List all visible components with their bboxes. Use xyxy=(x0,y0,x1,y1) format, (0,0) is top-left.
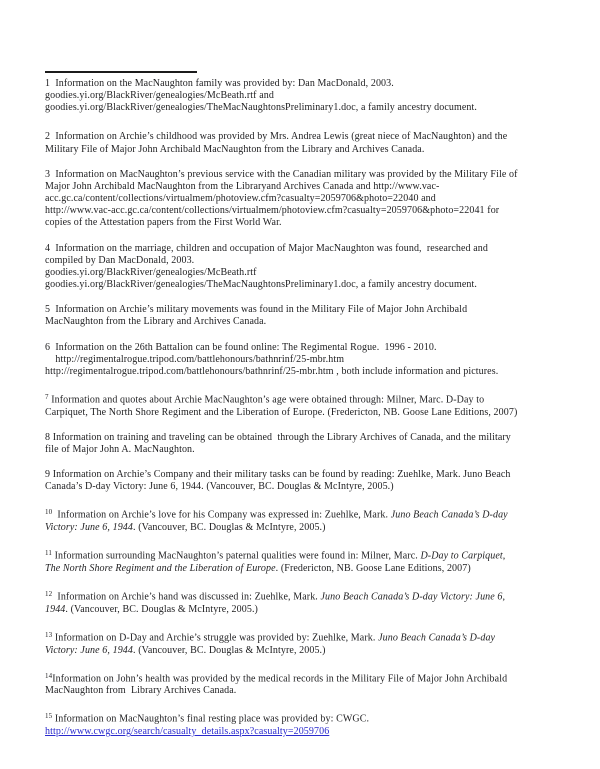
footnote-text: compiled by Dan MacDonald, 2003. xyxy=(45,254,195,266)
footnote-2 xyxy=(45,131,558,155)
footnote-separator xyxy=(45,71,197,73)
footnote-text: acc.gc.ca/content/collections/virtualmem/photoview.cfm?casualty=2059706&photo=22040 and xyxy=(45,193,436,205)
footnote-text: Information on D-Day and Archie’s struggle was provided by: Zuehlke, Mark. xyxy=(54,632,379,644)
footnote-text: The North Shore Regiment and the Liberation of Europe xyxy=(45,562,276,574)
footnote-text: Juno Beach Canada’s D-day Victory: June 6, xyxy=(320,591,506,603)
footnote-text: D-Day to Carpiquet, xyxy=(420,550,506,562)
footnote-text: Information surrounding MacNaughton’s paternal qualities were found in: Milner, Marc. xyxy=(54,550,421,562)
footnote-text: Victory: June 6, 1944 xyxy=(45,522,133,534)
cwgc-casualty-link[interactable]: http://www.cwgc.org/search/casualty_details.aspx?casualty=2059706 xyxy=(45,726,330,738)
footnote-text: Major John Archibald MacNaughton from the Libraryand Archives Canada and http://www.vac- xyxy=(45,180,440,192)
footnote-text: Juno Beach Canada’s D-day xyxy=(390,509,508,521)
footnote-number: 13 xyxy=(45,630,53,639)
footnote-number: 14 xyxy=(45,671,53,680)
footnote-text: Information on John’s health was provided by the medical records in the Military File of Major John Archibald xyxy=(52,673,508,685)
footnote-text: Military File of Major John Archibald MacNaughton from the Library and Archives Canada. xyxy=(45,143,425,155)
footnote-text: http://regimentalrogue.tripod.com/battlehonours/bathnrinf/25-mbr.htm , both include information and pictures. xyxy=(45,365,499,377)
footnote-number: 10 xyxy=(45,508,53,517)
footnote-4 xyxy=(45,243,558,292)
footnote-text: Juno Beach Canada’s D-day xyxy=(378,632,496,644)
footnote-text: Information on Archie’s military movements was found in the Military File of Major John Archibald xyxy=(55,304,468,316)
footnote-text: copies of the Attestation papers from the First World War. xyxy=(45,217,282,229)
footnote-text: Victory: June 6, 1944 xyxy=(45,644,133,656)
footnote-text: Information and quotes about Archie MacNaughton’s age were obtained through: Milner, Marc. D-Day to xyxy=(51,394,485,406)
footnote-10 xyxy=(45,506,558,534)
footnote-text: goodies.yi.org/BlackRiver/genealogies/McBeath.rtf xyxy=(45,266,257,278)
footnote-6 xyxy=(45,342,558,378)
footnote-text: Information on Archie’s childhood was provided by Mrs. Andrea Lewis (great niece of MacNaughton) and the xyxy=(55,131,508,143)
footnote-text: Information on MacNaughton’s previous service with the Canadian military was provided by the Military File of xyxy=(55,168,518,180)
footnote-text: goodies.yi.org/BlackRiver/genealogies/TheMacNaughtonsPreliminary1.doc, a family ancestry document. xyxy=(45,279,478,291)
footnote-text: . (Fredericton, NB. Goose Lane Editions, 2007) xyxy=(275,562,471,574)
footnote-9 xyxy=(45,469,558,493)
footnote-3 xyxy=(45,169,558,230)
footnote-text: Information on Archie’s Company and their military tasks can be found by reading: Zuehlke, Mark. Juno Beach xyxy=(52,469,511,481)
footnote-text: Information on the MacNaughton family was provided by: Dan MacDonald, 2003. xyxy=(55,78,394,89)
footnote-8 xyxy=(45,432,558,456)
footnote-number: 5 xyxy=(45,304,51,316)
footnote-text: Information on MacNaughton’s final resting place was provided by: CWGC. xyxy=(54,713,370,725)
footnote-text: Information on Archie’s hand was discussed in: Zuehlke, Mark. xyxy=(57,591,321,603)
footnote-number: 12 xyxy=(45,590,53,599)
footnote-number: 15 xyxy=(45,712,53,721)
footnote-text: . (Vancouver, BC. Douglas & McIntyre, 2005.) xyxy=(65,603,258,615)
footnote-text: Information on the marriage, children and occupation of Major MacNaughton was found, researched and xyxy=(55,242,488,254)
footnote-text: Carpiquet, The North Shore Regiment and the Liberation of Europe. (Fredericton, NB. Goose Lane Editions, 2007) xyxy=(45,406,518,418)
footnote-number: 4 xyxy=(45,242,51,254)
footnote-number: 6 xyxy=(45,341,51,353)
footnote-1 xyxy=(45,78,558,114)
footnote-text: MacNaughton from Library Archives Canada. xyxy=(45,685,237,697)
footnote-text: Information on Archie’s love for his Company was expressed in: Zuehlke, Mark. xyxy=(57,509,391,521)
footnote-number: 8 xyxy=(45,431,51,443)
footnote-text: file of Major John A. MacNaughton. xyxy=(45,443,195,455)
footnote-number: 11 xyxy=(45,549,52,558)
footnote-5 xyxy=(45,304,558,328)
footnote-13 xyxy=(45,629,558,657)
footnote-number: 1 xyxy=(45,78,51,89)
footnote-text: MacNaughton from the Library and Archives Canada. xyxy=(45,316,267,328)
footnote-list xyxy=(45,78,558,738)
footnote-number: 3 xyxy=(45,168,51,180)
footnote-text: goodies.yi.org/BlackRiver/genealogies/TheMacNaughtonsPreliminary1.doc, a family ancestry document. xyxy=(45,102,478,114)
footnote-14 xyxy=(45,670,558,698)
footnote-text: http://regimentalrogue.tripod.com/battlehonours/bathnrinf/25-mbr.htm xyxy=(45,353,345,365)
footnote-text: 1944 xyxy=(45,603,66,615)
footnote-text: . (Vancouver, BC. Douglas & McIntyre, 2005.) xyxy=(133,522,326,534)
footnote-text: http://www.vac-acc.gc.ca/content/collections/virtualmem/photoview.cfm?casualty=2059706&photo=22041 for xyxy=(45,205,500,217)
footnote-number: 2 xyxy=(45,131,51,143)
footnote-text: Canada’s D-day Victory: June 6, 1944. (Vancouver, BC. Douglas & McIntyre, 2005.) xyxy=(45,481,394,493)
footnote-15 xyxy=(45,710,558,738)
footnote-text: Information on the 26th Battalion can be found online: The Regimental Rogue. 1996 - 2010. xyxy=(55,341,437,353)
footnote-12 xyxy=(45,588,558,616)
footnote-number: 7 xyxy=(45,392,49,401)
footnote-number: 9 xyxy=(45,469,51,481)
footnote-11 xyxy=(45,547,558,575)
footnote-text: goodies.yi.org/BlackRiver/genealogies/McBeath.rtf and xyxy=(45,90,274,102)
footnote-7 xyxy=(45,391,558,419)
footnote-text: . (Vancouver, BC. Douglas & McIntyre, 2005.) xyxy=(133,644,326,656)
footnote-text: Information on training and traveling can be obtained through the Library Archives of Canada, and the military xyxy=(52,431,511,443)
